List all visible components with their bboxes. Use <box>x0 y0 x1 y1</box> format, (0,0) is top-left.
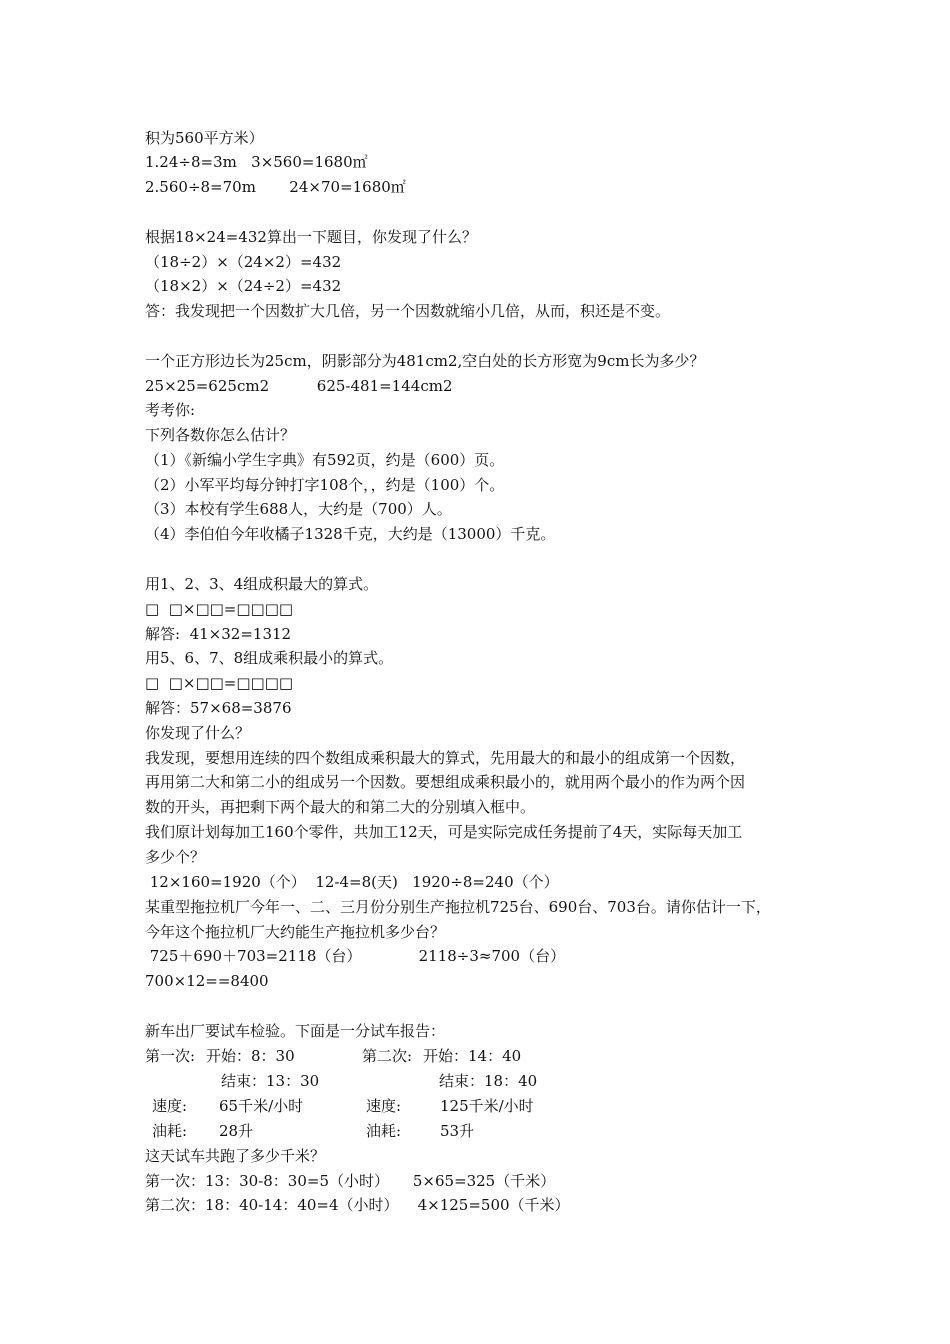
report-speed-label: 速度: <box>152 1097 188 1115</box>
report-fuel-label: 油耗: <box>366 1122 402 1140</box>
report-speed-label: 速度: <box>366 1097 402 1115</box>
report-fuel-value: 28升 <box>219 1122 254 1140</box>
text-line: □ □×□□=□□□□ <box>145 600 294 618</box>
text-line: 725＋690＋703=2118（台） 2118÷3≈700（台） <box>145 947 566 965</box>
text-line: （2）小军平均每分钟打字108个，，约是（100）个。 <box>145 476 505 494</box>
text-line: 我发现，要想用连续的四个数组成乘积最大的算式，先用最大的和最小的组成第一个因数， <box>145 749 746 767</box>
text-line: 12×160=1920（个） 12-4=8(天) 1920÷8=240（个） <box>145 873 559 891</box>
report-second-end: 结束：18：40 <box>439 1072 538 1090</box>
text-line: 700×12==8400 <box>145 972 269 990</box>
text-line: 某重型拖拉机厂今年一、二、三月份分别生产拖拉机725台、690台、703台。请你估计一下， <box>145 898 771 916</box>
text-line: 用1、2、3、4组成积最大的算式。 <box>145 575 379 593</box>
report-first-label: 第一次: <box>145 1047 196 1065</box>
text-line: 第一次：13：30-8：30=5（小时） 5×65=325（千米） <box>145 1172 556 1190</box>
text-line: 解答: 41×32=1312 <box>145 625 292 643</box>
text-line: （18÷2）×（24×2）=432 <box>145 253 342 271</box>
text-line: 你发现了什么？ <box>145 724 251 742</box>
report-first-end: 结束：13：30 <box>221 1072 320 1090</box>
text-line: （1）《新编小学生字典》有592页，约是（600）页。 <box>145 451 505 469</box>
text-line: 第二次：18：40-14：40=4（小时） 4×125=500（千米） <box>145 1196 570 1214</box>
text-line: 再用第二大和第二小的组成另一个因数。要想组成乘积最小的，就用两个最小的作为两个因 <box>145 773 746 791</box>
text-line: 考考你: <box>145 401 196 419</box>
report-fuel-label: 油耗: <box>152 1122 188 1140</box>
text-line: （4）李伯伯今年收橘子1328千克，大约是（13000）千克。 <box>145 525 556 543</box>
text-line: 我们原计划每加工160个零件，共加工12天，可是实际完成任务提前了4天，实际每天加工 <box>145 823 743 841</box>
report-first-start: 开始：8：30 <box>206 1047 295 1065</box>
text-line: 根据18×24=432算出一下题目，你发现了什么？ <box>145 228 477 246</box>
text-line: 答：我发现把一个因数扩大几倍，另一个因数就缩小几倍，从而，积还是不变。 <box>145 302 671 320</box>
text-line: 用5、6、7、8组成乘积最小的算式。 <box>145 649 394 667</box>
report-speed-value: 125千米/小时 <box>440 1097 534 1115</box>
text-line: 今年这个拖拉机厂大约能生产拖拉机多少台？ <box>145 923 446 941</box>
text-line: 下列各数你怎么估计？ <box>145 426 296 444</box>
report-second-label: 第二次: <box>362 1047 413 1065</box>
text-line: □ □×□□=□□□□ <box>145 674 294 692</box>
report-fuel-value: 53升 <box>440 1122 475 1140</box>
text-line: 数的开头，再把剩下两个最大的和第二大的分别填入框中。 <box>145 798 536 816</box>
text-line: （18×2）×（24÷2）=432 <box>145 277 342 295</box>
text-line: 一个正方形边长为25cm，阴影部分为481cm2,空白处的长方形宽为9cm长为多少？ <box>145 352 705 370</box>
text-line: 解答：57×68=3876 <box>145 699 292 717</box>
text-line: 25×25=625cm2 625-481=144cm2 <box>145 377 453 395</box>
text-line: （3）本校有学生688人，大约是（700）人。 <box>145 500 452 518</box>
text-line: 积为560平方米） <box>145 129 264 147</box>
text-line: 2.560÷8=70m 24×70=1680㎡ <box>145 178 406 196</box>
report-second-start: 开始：14：40 <box>423 1047 522 1065</box>
text-line: 多少个？ <box>145 848 206 866</box>
text-line: 1.24÷8=3m 3×560=1680㎡ <box>145 153 368 171</box>
text-line: 这天试车共跑了多少千米？ <box>145 1147 326 1165</box>
report-speed-value: 65千米/小时 <box>219 1097 304 1115</box>
text-line: 新车出厂要试车检验。下面是一分试车报告： <box>145 1022 446 1040</box>
